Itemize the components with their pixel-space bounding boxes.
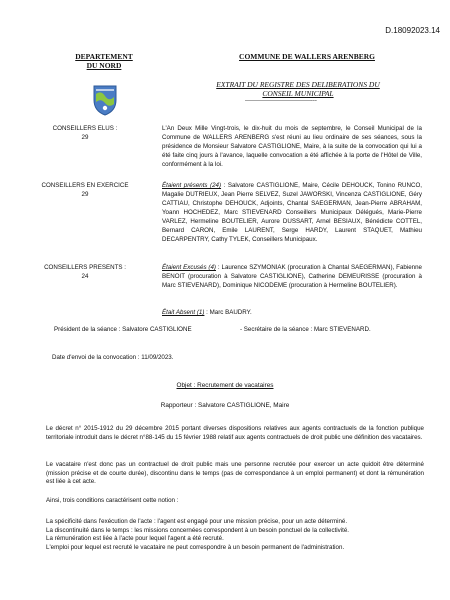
elus-label-block xyxy=(30,124,140,142)
conditions-list xyxy=(46,518,424,552)
presents-count: 24 xyxy=(81,273,89,280)
department-line-2: DU NORD xyxy=(86,61,122,70)
elus-count: 29 xyxy=(81,134,89,141)
absent-title: Était Absent (1) xyxy=(162,309,205,316)
condition-item: La spécificité dans l'exécution de l'acte : l'agent est engagé pour une mission précise, pour un acte déterminé. xyxy=(46,518,348,525)
secretaire-line: - Secrétaire de la séance : Marc STIEVENARD. xyxy=(240,326,371,333)
municipal-crest-icon xyxy=(92,84,118,116)
extrait-line-1: EXTRAIT DU REGISTRE DES DELIBERATIONS DU xyxy=(216,80,380,89)
elus-text: L'An Deux Mille Vingt-trois, le dix-huit du mois de septembre, le Conseil Municipal de la Commune de WALLERS ARENBERG s'est réuni au lieu ordinaire de ses séances, sous la présidence de Monsieur Salvatore CASTIGLIONE, Maire, à la suite de la convocation qui lui a été faite cinq jours à l'avance, laquelle convocation a été affichée à la porte de l'Hôtel de Ville, conformément à la loi. xyxy=(162,125,422,168)
extrait-line-2: CONSEIL MUNICIPAL xyxy=(262,89,334,98)
elus-label: CONSEILLERS ELUS : xyxy=(52,125,118,132)
presents-paragraph xyxy=(162,181,422,244)
heading-separator: ------------------------------------ xyxy=(245,98,317,104)
excuses-paragraph xyxy=(162,263,422,290)
exercice-label: CONSEILLERS EN EXERCICE xyxy=(41,182,129,189)
presents-title: Étaient présents (24) xyxy=(162,182,222,189)
exercice-count: 29 xyxy=(81,191,89,198)
paragraph-decret: Le décret n° 2015-1912 du 29 décembre 2015 portant diverses dispositions relatives aux agents contractuels de la fonction publique territoriale introduit dans le décret n°88-145 du 15 février 1988 relatif aux agents contractuels de droit public une définition des vacataires. xyxy=(46,425,424,441)
extrait-heading xyxy=(198,80,398,98)
paragraph-conditions-intro: Ainsi, trois conditions caractérisent cette notion : xyxy=(46,497,179,504)
condition-item: L'emploi pour lequel est recruté le vacataire ne peut correspondre à un besoin permanent de l'administration. xyxy=(46,543,345,551)
presents-label: CONSEILLERS PRESENTS : xyxy=(44,264,126,271)
convocation-line: Date d'envoi de la convocation : 11/09/2023. xyxy=(52,354,174,361)
objet-line xyxy=(0,382,450,389)
exercice-label-block xyxy=(30,181,140,199)
condition-item: La discontinuité dans le temps : les missions concernées correspondent à un besoin ponctuel de la collectivité. xyxy=(46,526,350,534)
department-header xyxy=(58,52,150,70)
absent-text: : Marc BAUDRY. xyxy=(206,309,252,316)
objet-text: Objet : Recrutement de vacataires xyxy=(176,382,274,389)
condition-item: La rémunération est liée à l'acte pour lequel l'agent a été recruté. xyxy=(46,535,224,542)
paragraph-vacataire: Le vacataire n'est donc pas un contractuel de droit public mais une personne recrutée pour exercer un acte quidoit être déterminé (mission précise et de courte durée), discontinu dans le temps (pas de correspondance à un emploi permanent) et dont la rémunération est liée à cet acte. xyxy=(46,461,424,485)
presents-text: : Salvatore CASTIGLIONE, Maire, Cécile DEHOUCK, Tonino RUNCO, Magalie DUTRIEUX, Jean Pierre SELVEZ, Suzel JAWORSKI, Vincenza CASTIGLIONE, Géry CATTIAU, Christophe DEHOUCK, Adjoints, Chantal SAEGERMAN, Jean-Pierre ABRAHAM, Yoann HOCHEDEZ, Marc STIEVENARD Conseillers Municipaux Délégués, Marie-Pierre VARLEZ, Hermeline BOUTELIER, Aurore DUSSART, Arnel BESIAUX, Bénédicte COTTEL, Bernard CARON, Emile LAURENT, Serge HARDY, Laurent STAQUET, Mathieu DECARPENTRY, Cathy TYLEK, Conseillers Municipaux. xyxy=(162,182,422,243)
excuses-title: Étaient Excusés (4) xyxy=(162,264,216,271)
president-line: Président de la séance : Salvatore CASTIGLIONE xyxy=(54,326,192,333)
rapporteur-line: Rapporteur : Salvatore CASTIGLIONE, Maire xyxy=(160,402,290,409)
department-line-1: DEPARTEMENT xyxy=(75,52,133,61)
commune-title: COMMUNE DE WALLERS ARENBERG xyxy=(239,52,375,61)
absent-paragraph xyxy=(162,308,422,317)
presents-label-block xyxy=(30,263,140,281)
document-reference: D.18092023.14 xyxy=(385,26,440,35)
excuses-text: : Laurence SZYMONIAK (procuration à Chantal SAEGERMAN), Fabienne BENOIT (procuration à Salvatore CASTIGLIONE), Catherine DEMEURISSE (procuration à Marc STIEVENARD), Dominique NICODEME (procuration à Hermeline BOUTELIER). xyxy=(162,264,422,289)
